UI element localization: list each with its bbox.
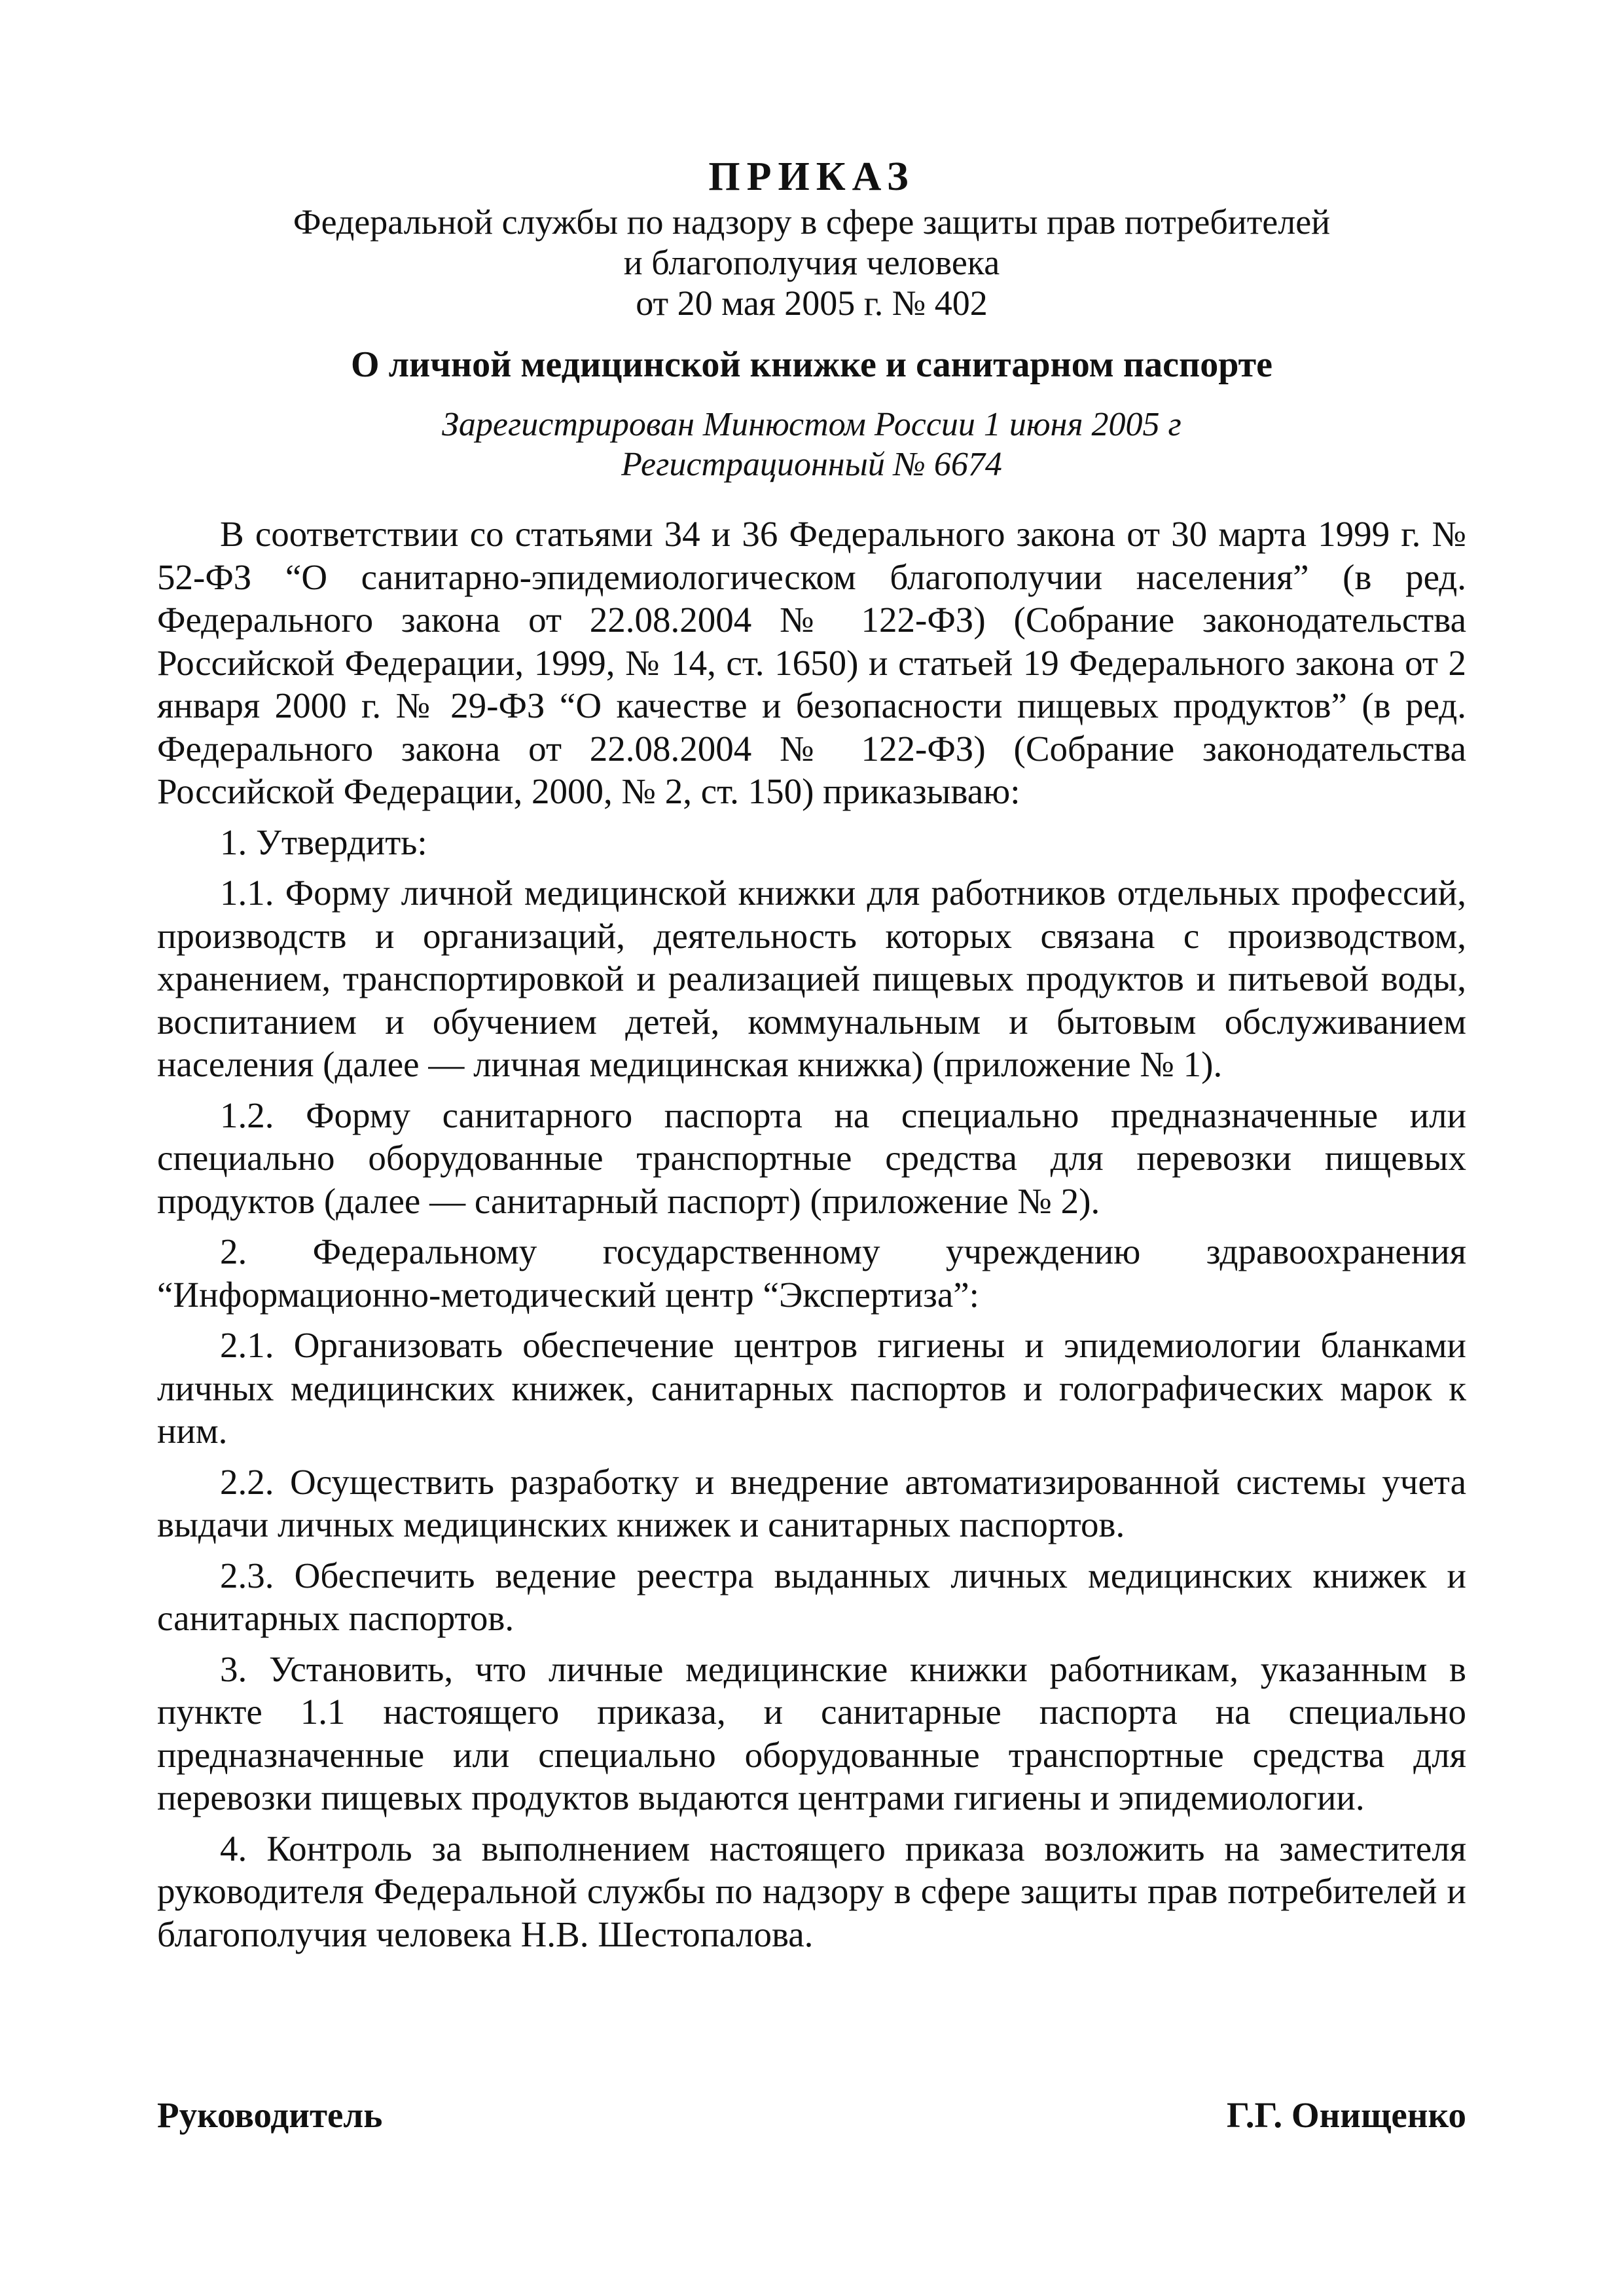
issuer-line-agency: Федеральной службы по надзору в сфере защиты прав потребителей (293, 202, 1331, 242)
doc-type-heading: ПРИКАЗ (708, 155, 915, 199)
registration-line-number: Регистрационный № 6674 (621, 446, 1002, 483)
clause-2-3: 2.3. Обеспечить ведение реестра выданных личных медицинских книжек и санитарных паспортов. (157, 1555, 1466, 1638)
registration-line-ministry: Зарегистрирован Минюстом России 1 июня 2005 г (442, 406, 1182, 443)
clause-4: 4. Контроль за выполнением настоящего приказа возложить на заместителя руководителя Федеральной службы по надзору в сфере защиты прав потребителей и благополучия человека Н.В. Шестопалова. (157, 1828, 1466, 1954)
signatory-position: Руководитель (157, 2095, 383, 2135)
clause-1: 1. Утвердить: (220, 822, 427, 862)
clause-3: 3. Установить, что личные медицинские книжки работникам, указанным в пункте 1.1 настоящего приказа, и санитарные паспорта на специально предназначенные или специально оборудованные транспортные средства для перевозки пищевых продуктов выдаются центрами гигиены и эпидемиологии. (157, 1649, 1466, 1817)
document-title: О личной медицинской книжке и санитарном паспорте (351, 344, 1272, 385)
signature-block (157, 2094, 1466, 2137)
document-body (157, 513, 1466, 1963)
issuer-line-date-number: от 20 мая 2005 г. № 402 (636, 283, 988, 323)
clause-2-2: 2.2. Осуществить разработку и внедрение автоматизированной системы учета выдачи личных медицинских книжек и санитарных паспортов. (157, 1461, 1466, 1544)
document-header (157, 152, 1466, 484)
clause-1-2: 1.2. Форму санитарного паспорта на специально предназначенные или специально оборудованные транспортные средства для перевозки пищевых продуктов (далее — санитарный паспорт) (приложение № 2). (157, 1095, 1466, 1221)
clause-1-1: 1.1. Форму личной медицинской книжки для работников отдельных профессий, производств и организаций, деятельность которых связана с производством, хранением, транспортировкой и реализацией пищевых продуктов и питьевой воды, воспитанием и обучением детей, коммунальным и бытовым обслуживанием населения (далее — личная медицинская книжка) (приложение № 1). (157, 873, 1466, 1084)
registration-note (157, 405, 1466, 484)
preamble-paragraph: В соответствии со статьями 34 и 36 Федерального закона от 30 марта 1999 г. № 52-ФЗ “О санитарно-эпидемиологическом благополучии населения” (в ред. Федерального закона от 22.08.2004 № 122-ФЗ) (Собрание законодательства Российской Федерации, 1999, № 14, ст. 1650) и статьей 19 Федерального закона от 2 января 2000 г. № 29-ФЗ “О качестве и безопасности пищевых продуктов” (в ред. Федерального закона от 22.08.2004 № 122-ФЗ) (Собрание законодательства Российской Федерации, 2000, № 2, ст. 150) приказываю: (157, 514, 1466, 811)
clause-2-1: 2.1. Организовать обеспечение центров гигиены и эпидемиологии бланками личных медицинских книжек, санитарных паспортов и голографических марок к ним. (157, 1325, 1466, 1451)
signatory-name: Г.Г. Онищенко (1227, 2095, 1466, 2135)
clause-2: 2. Федеральному государственному учреждению здравоохранения “Информационно-методический центр “Экспертиза”: (157, 1231, 1466, 1315)
issuer-line-agency-cont: и благополучия человека (623, 243, 1000, 282)
